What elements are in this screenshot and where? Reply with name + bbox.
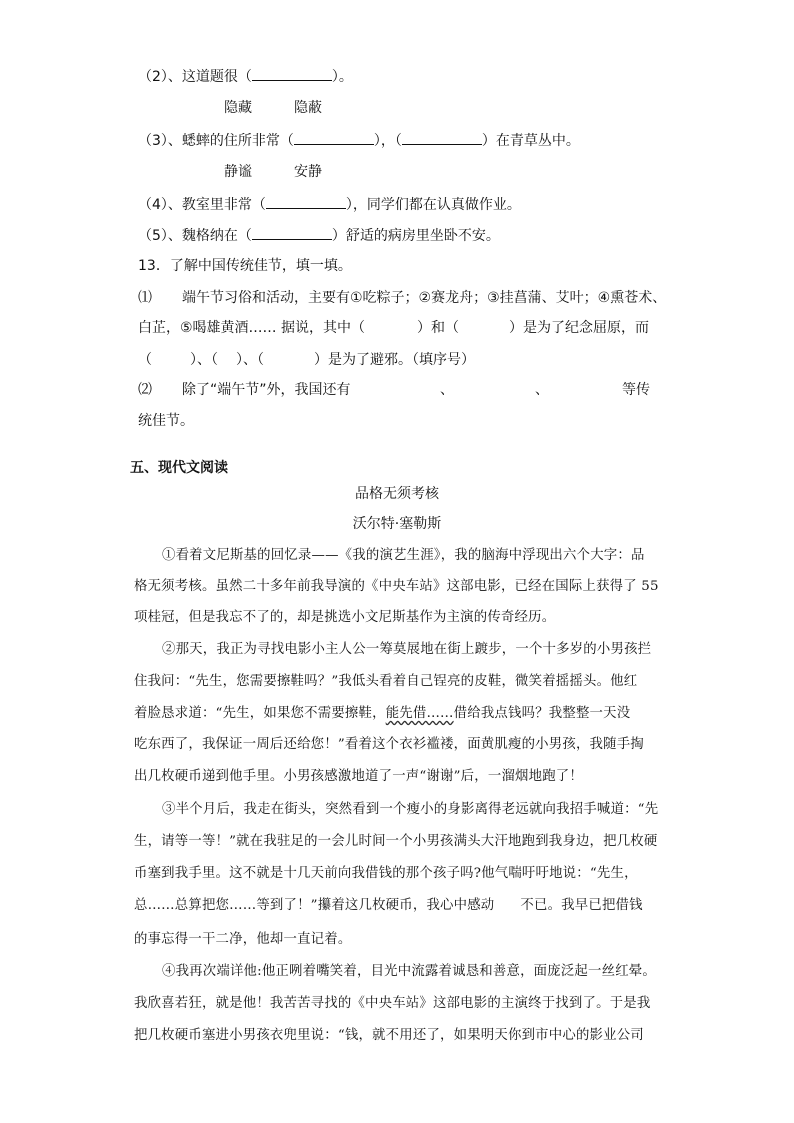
answer-blank[interactable] <box>294 130 374 145</box>
q13-p1-line2-text: 白芷，⑤喝雄黄酒…… 据说，其中（ <box>138 320 366 336</box>
q13-p2-label: ⑵ <box>138 382 152 398</box>
q12-item-5 <box>138 225 500 246</box>
q12-item-4 <box>138 194 521 215</box>
para2-line3-c: 借给我点钱吗？我整整一天没 <box>453 706 631 721</box>
section-heading: 五、现代文阅读 <box>130 460 228 476</box>
para4-line3: 把几枚硬币塞进小男孩衣兜里说：“钱，就不用还了，如果明天你到市中心的影业公司 <box>134 1028 644 1043</box>
para2-line2: 住我问：“先生，您需要擦鞋吗？”我低头看着自己锃亮的皮鞋，微笑着摇摇头。他红 <box>134 674 638 689</box>
para2-line1: ②那天，我正为寻找电影小主人公一筹莫展地在街上踱步，一个十多岁的小男孩拦 <box>162 642 652 657</box>
wavy-underlined-phrase: 能先借…… <box>385 706 454 721</box>
q13-p2-line2: 统佳节。 <box>138 413 194 429</box>
q13-p1-line3-open: （ <box>138 352 152 368</box>
q13-p2-text: 除了“端午节”外，我国还有 <box>182 382 351 398</box>
answer-blank[interactable] <box>252 66 332 81</box>
article-author: 沃尔特·塞勒斯 <box>352 516 442 532</box>
q13-p1-line2-mid: ）和（ <box>417 320 460 336</box>
q13-p1-line2-end: ）是为了纪念屈原，而 <box>509 320 650 336</box>
q12-item-2-prefix: （2）、这道题很（ <box>138 69 252 85</box>
para3-line4-b: 不已。我早已把借钱 <box>520 898 643 913</box>
para1-line2: 格无须考核。虽然二十多年前我导演的《中央车站》这部电影，已经在国际上获得了 55 <box>134 579 659 594</box>
para3-line2: 生，请等一等！”就在我驻足的一会儿时间一个小男孩满头大汗地跑到我身边，把几枚硬 <box>134 834 658 849</box>
q12-choice-3a: 静谧 <box>224 164 252 180</box>
q13-p1-line3 <box>138 350 475 370</box>
para3-line5: 的事忘得一干二净，他却一直记着。 <box>134 932 352 947</box>
para3-line4-a: 总……总算把您……等到了！”攥着这几枚硬币，我心中感动 <box>134 898 495 913</box>
q12-item-2 <box>138 66 353 87</box>
q13-p1-line1: 端午节习俗和活动，主要有①吃粽子；②赛龙舟；③挂菖蒲、艾叶；④熏苍术、 <box>182 290 667 306</box>
answer-blank[interactable] <box>266 194 346 209</box>
para4-line1: ④我再次端详他:他正咧着嘴笑着，目光中流露着诚恳和善意，面庞泛起一丝红晕。 <box>162 964 656 979</box>
para4-line2: 我欣喜若狂，就是他！我苦苦寻找的《中央车站》这部电影的主演终于找到了。于是我 <box>134 996 651 1011</box>
q13-title: 13．了解中国传统佳节，填一填。 <box>138 258 352 274</box>
para1-line3: 项桂冠，但是我忘不了的，却是挑选小文尼斯基作为主演的传奇经历。 <box>134 610 556 625</box>
q13-p2-end: 等传 <box>622 382 650 398</box>
q12-choice-2a: 隐藏 <box>224 100 252 116</box>
answer-blank[interactable] <box>252 225 332 240</box>
answer-blank[interactable] <box>402 130 482 145</box>
para2-line3-a: 着脸恳求道：“先生，如果您不需要擦鞋， <box>134 706 386 721</box>
q12-item-3-prefix: （3）、蟋蟀的住所非常（ <box>138 133 294 149</box>
article-title: 品格无须考核 <box>355 486 439 502</box>
q12-item-4-prefix: （4）、教室里非常（ <box>138 197 266 213</box>
q13-p2-sep1: 、 <box>440 382 454 398</box>
q13-p1-line2 <box>138 318 649 338</box>
q13-p1-label: ⑴ <box>138 290 152 306</box>
q13-p1-line3-end: ）是为了避邪。（填序号） <box>314 352 475 368</box>
q12-item-4-suffix: ），同学们都在认真做作业。 <box>345 197 521 213</box>
q12-item-3-middle: ），（ <box>373 133 402 149</box>
para3-line1: ③半个月后，我走在街头，突然看到一个瘦小的身影离得老远就向我招手喊道：“先 <box>162 802 659 817</box>
q13-p2-sep2: 、 <box>535 382 549 398</box>
q12-item-3-suffix: ）在青草丛中。 <box>481 133 580 149</box>
para3-line3: 币塞到我手里。这不就是十几天前向我借钱的那个孩子吗?他气喘吁吁地说：“先生， <box>134 866 638 881</box>
q12-item-5-prefix: （5）、魏格纳在（ <box>138 228 252 244</box>
q13-p1-line3-sep1: ）、（ <box>190 352 218 368</box>
para1-line1: ①看着文尼斯基的回忆录——《我的演艺生涯》，我的脑海中浮现出六个大字：品 <box>162 548 645 563</box>
q12-item-5-suffix: ）舒适的病房里坐卧不安。 <box>331 228 500 244</box>
para2-line3 <box>134 704 630 724</box>
q12-choice-3b: 安静 <box>294 164 322 180</box>
q13-p1-line3-sep2: ）、（ <box>236 352 264 368</box>
q12-item-2-suffix: ）。 <box>331 69 353 85</box>
para3-line4 <box>134 896 643 916</box>
para2-line4: 吃东西了，我保证一周后还给您！”看着这个衣衫褴褛，面黄肌瘦的小男孩，我随手掏 <box>134 737 644 752</box>
q12-item-3 <box>138 130 580 151</box>
para2-line5: 出几枚硬币递到他手里。小男孩感激地道了一声“谢谢”后，一溜烟地跑了！ <box>134 769 583 784</box>
q12-choice-2b: 隐蔽 <box>294 100 322 116</box>
